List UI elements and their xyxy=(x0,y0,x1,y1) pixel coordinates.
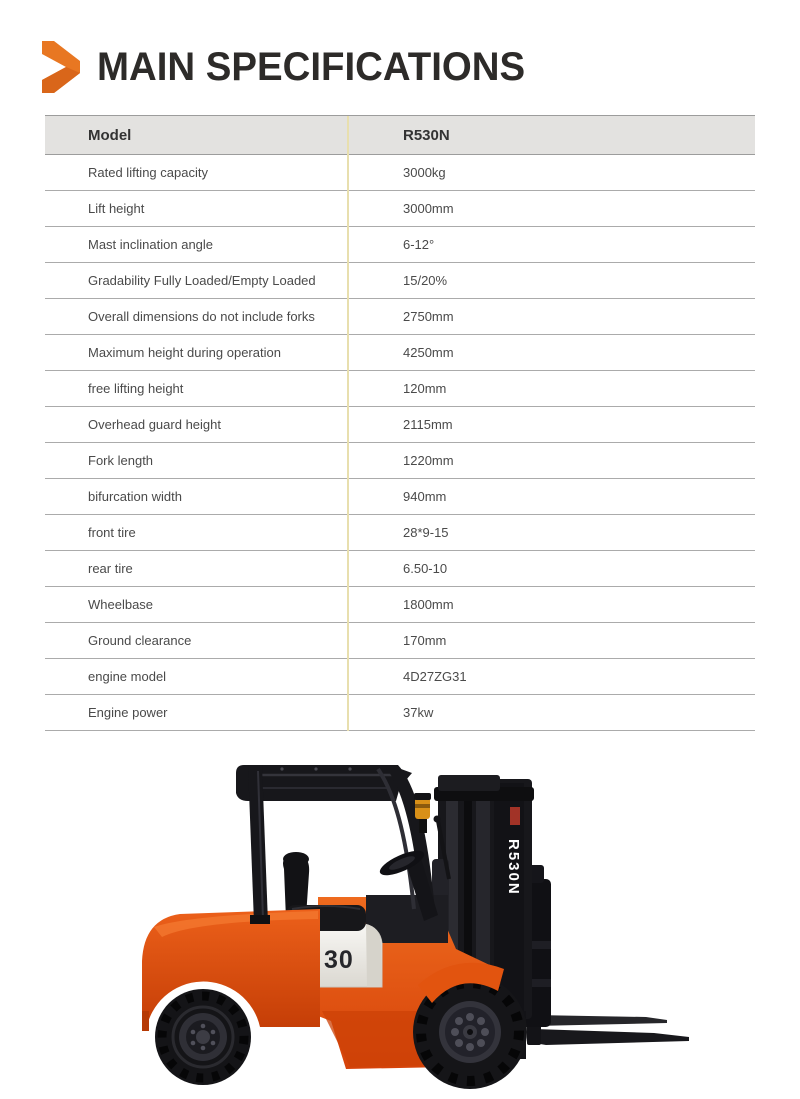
table-row xyxy=(45,263,755,299)
spec-value: 940mm xyxy=(403,489,447,504)
spec-value: 6-12° xyxy=(403,237,435,252)
spec-value: 6.50-10 xyxy=(403,561,448,576)
spec-value: 4D27ZG31 xyxy=(403,669,467,684)
spec-value: 2115mm xyxy=(403,417,453,432)
spec-label: Maximum height during operation xyxy=(88,345,281,360)
spec-label: bifurcation width xyxy=(88,489,182,504)
spec-table xyxy=(45,115,755,731)
spec-label: Gradability Fully Loaded/Empty Loaded xyxy=(88,273,316,288)
table-row xyxy=(45,587,755,623)
table-row xyxy=(45,623,755,659)
column-divider xyxy=(347,116,349,731)
table-row xyxy=(45,659,755,695)
table-row xyxy=(45,227,755,263)
column-header-model: Model xyxy=(88,126,132,144)
spec-value: 28*9-15 xyxy=(403,525,449,540)
spec-value: 37kw xyxy=(403,705,434,720)
table-row xyxy=(45,299,755,335)
table-row xyxy=(45,407,755,443)
spec-label: Mast inclination angle xyxy=(88,237,214,252)
spec-value: 3000mm xyxy=(403,201,454,216)
mast-model-text: R530N xyxy=(505,839,522,896)
spec-label: front tire xyxy=(88,525,136,540)
spec-value: 2750mm xyxy=(403,309,454,324)
spec-value: 120mm xyxy=(403,381,447,396)
column-header-value: R530N xyxy=(403,126,450,144)
forklift-image xyxy=(118,749,704,1099)
spec-label: free lifting height xyxy=(88,381,184,396)
spec-label: Rated lifting capacity xyxy=(88,165,208,180)
hood-number-text: 30 xyxy=(324,946,354,974)
spec-value: 1220mm xyxy=(403,453,454,468)
table-row xyxy=(45,479,755,515)
page-title: MAIN SPECIFICATIONS xyxy=(97,45,526,89)
chevron-icon xyxy=(38,39,82,95)
table-row xyxy=(45,335,755,371)
spec-value: 3000kg xyxy=(403,165,446,180)
spec-value: 15/20% xyxy=(403,273,448,288)
spec-value: 170mm xyxy=(403,633,447,648)
section-header xyxy=(0,0,800,96)
rear-wheel xyxy=(155,989,251,1085)
table-row xyxy=(45,695,755,731)
table-row xyxy=(45,515,755,551)
mast-sticker xyxy=(510,807,520,825)
table-row xyxy=(45,371,755,407)
spec-label: rear tire xyxy=(88,561,133,576)
spec-label: Engine power xyxy=(88,705,168,720)
table-row xyxy=(45,551,755,587)
spec-label: Overhead guard height xyxy=(88,417,221,432)
table-row xyxy=(45,155,755,191)
spec-label: Lift height xyxy=(88,201,145,216)
spec-label: Wheelbase xyxy=(88,597,154,612)
spec-label: engine model xyxy=(88,669,167,684)
fork-tines xyxy=(527,891,689,1045)
spec-label: Ground clearance xyxy=(88,633,192,648)
spec-label: Fork length xyxy=(88,453,154,468)
spec-label: Overall dimensions do not include forks xyxy=(88,309,315,324)
spec-table-body xyxy=(45,155,755,731)
spec-value: 1800mm xyxy=(403,597,454,612)
forklift-svg xyxy=(118,749,704,1099)
table-header-row xyxy=(45,116,755,155)
spec-value: 4250mm xyxy=(403,345,454,360)
table-row xyxy=(45,191,755,227)
table-row xyxy=(45,443,755,479)
